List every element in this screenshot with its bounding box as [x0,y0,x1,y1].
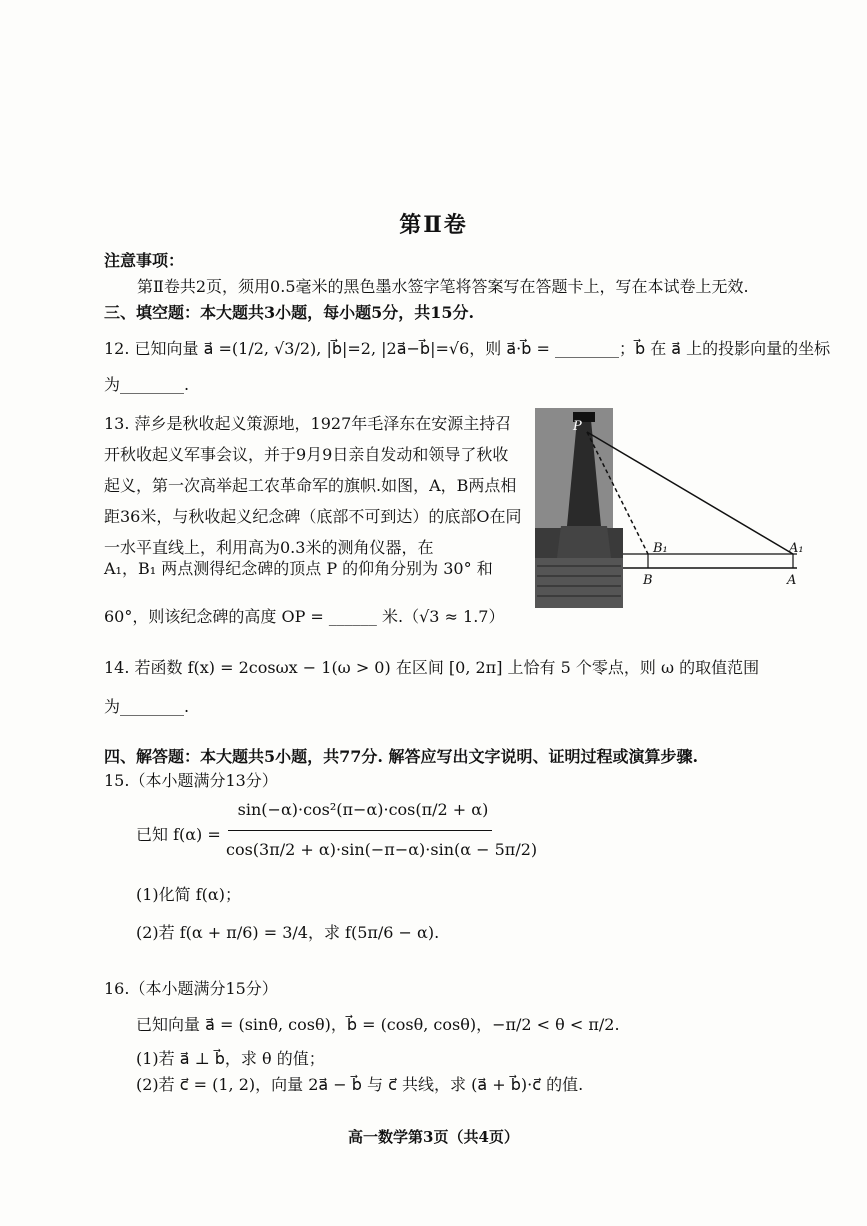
notice-text: 第Ⅱ卷共2页，须用0.5毫米的黑色墨水签字笔将答案写在答题卡上，写在本试卷上无效. [137,277,749,296]
label-p: P [573,419,582,434]
monument-diagram [533,408,811,608]
question-13-text: 13. 萍乡是秋收起义策源地，1927年毛泽东在安源主持召开秋收起义军事会议，并于9月9日亲自发动和领导了秋收起义，第一次高举起工农革命军的旗帜.如图，A，B两点相距36米，与秋收起义纪念碑（底部不可到达）的底部O在同一水平直线上，利用高为0.3米的测角仪器，在 [104,414,522,557]
question-15-part1: (1)化简 f(α)； [136,885,241,904]
label-b: B [643,573,653,588]
question-15-denominator: cos(3π/2 + α)·sin(−π−α)·sin(α − 5π/2) [226,840,538,859]
question-15-given: 已知 f(α) = [136,825,221,844]
question-15-part2: (2)若 f(α + π/6) = 3/4，求 f(5π/6 − α). [136,923,440,942]
question-13-line-b: 60°，则该纪念碑的高度 OP = ______ 米.（√3 ≈ 1.7） [104,607,505,626]
question-15-header: 15.（本小题满分13分） [104,771,278,790]
question-12-line1: 12. 已知向量 a⃗ =(1/2, √3/2), |b⃗|=2, |2a⃗−b⃗|=√6，则 a⃗·b⃗ = ________；b⃗ 在 a⃗ 上的投影向量的坐标 [104,339,831,358]
question-12-line2: 为________. [104,375,190,394]
question-16-part2: (2)若 c⃗ = (1, 2)，向量 2a⃗ − b⃗ 与 c⃗ 共线，求 (a⃗ + b⃗)·c⃗ 的值. [136,1075,584,1094]
monument-figure [533,408,811,608]
question-16-part1: (1)若 a⃗ ⊥ b⃗，求 θ 的值； [136,1049,325,1068]
question-14-line2: 为________. [104,697,190,716]
label-b1: B₁ [653,541,668,556]
question-16-given: 已知向量 a⃗ = (sinθ, cosθ)，b⃗ = (cosθ, cosθ)，−π/2 < θ < π/2. [136,1015,620,1034]
section-4-heading: 四、解答题：本大题共5小题，共77分. 解答应写出文字说明、证明过程或演算步骤. [104,747,699,766]
question-16-header: 16.（本小题满分15分） [104,979,278,998]
label-a: A [787,573,797,588]
fraction-bar [228,830,492,831]
question-14-line1: 14. 若函数 f(x) = 2cosωx − 1(ω > 0) 在区间 [0, 2π] 上恰有 5 个零点，则 ω 的取值范围 [104,658,760,677]
question-13-line-a: A₁，B₁ 两点测得纪念碑的顶点 P 的仰角分别为 30° 和 [104,559,493,578]
section-3-heading: 三、填空题：本大题共3小题，每小题5分，共15分. [104,303,475,322]
question-15-numerator: sin(−α)·cos²(π−α)·cos(π/2 + α) [237,800,489,819]
page-footer: 高一数学第3页（共4页） [348,1128,519,1146]
page-title: 第Ⅱ卷 [399,212,468,238]
label-a1: A₁ [789,541,804,556]
notice-heading: 注意事项： [104,251,185,270]
